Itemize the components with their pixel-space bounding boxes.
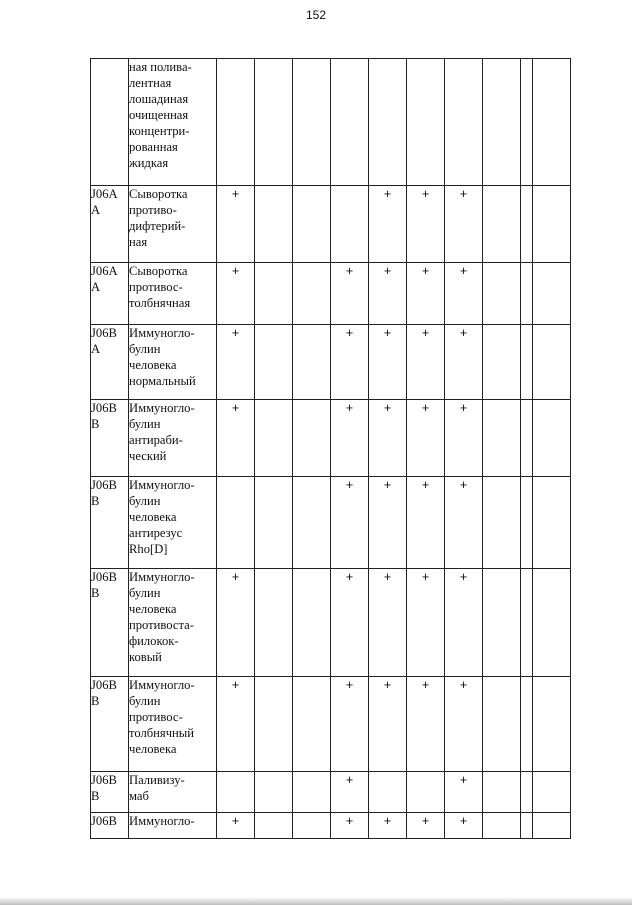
mark-cell <box>255 263 293 325</box>
mark-cell: + <box>445 677 483 772</box>
mark-cell <box>255 186 293 263</box>
drug-name-cell: Иммуногло- <box>129 813 217 839</box>
mark-cell <box>521 325 533 400</box>
mark-cell <box>407 59 445 186</box>
mark-cell <box>483 813 521 839</box>
mark-cell <box>293 569 331 677</box>
mark-cell: + <box>407 186 445 263</box>
page-number: 152 <box>305 8 327 22</box>
mark-cell: + <box>369 569 407 677</box>
mark-cell <box>255 59 293 186</box>
mark-cell: + <box>369 677 407 772</box>
mark-cell: + <box>217 677 255 772</box>
mark-cell <box>255 813 293 839</box>
mark-cell <box>331 59 369 186</box>
table-row <box>91 677 571 772</box>
atc-code-cell: J06B <box>91 813 129 839</box>
mark-cell <box>217 772 255 813</box>
drug-name-cell: ная полива- лентная лошадиная очищенная концентри- рованная жидкая <box>129 59 217 186</box>
atc-code-cell <box>91 59 129 186</box>
mark-cell: + <box>331 813 369 839</box>
mark-cell: + <box>407 477 445 569</box>
mark-cell <box>533 59 571 186</box>
mark-cell <box>293 59 331 186</box>
mark-cell <box>483 186 521 263</box>
mark-cell <box>521 569 533 677</box>
atc-code-cell: J06B B <box>91 477 129 569</box>
mark-cell: + <box>217 186 255 263</box>
mark-cell <box>533 186 571 263</box>
mark-cell <box>533 263 571 325</box>
mark-cell: + <box>331 569 369 677</box>
mark-cell <box>533 325 571 400</box>
drug-name-cell: Сыворотка противос- толбнячная <box>129 263 217 325</box>
mark-cell: + <box>445 400 483 477</box>
table-body <box>91 59 571 839</box>
mark-cell: + <box>407 400 445 477</box>
mark-cell <box>483 677 521 772</box>
atc-code-cell: J06A A <box>91 263 129 325</box>
mark-cell <box>521 677 533 772</box>
mark-cell <box>521 477 533 569</box>
mark-cell: + <box>369 263 407 325</box>
mark-cell: + <box>331 400 369 477</box>
mark-cell <box>483 772 521 813</box>
mark-cell <box>293 477 331 569</box>
mark-cell <box>533 677 571 772</box>
mark-cell <box>293 186 331 263</box>
mark-cell: + <box>217 263 255 325</box>
drug-name-cell: Иммуногло- булин человека противоста- филокок- ковый <box>129 569 217 677</box>
drug-name-cell: Иммуногло- булин человека антирезус Rho[D] <box>129 477 217 569</box>
mark-cell: + <box>217 569 255 677</box>
mark-cell <box>483 325 521 400</box>
mark-cell <box>533 400 571 477</box>
mark-cell: + <box>445 477 483 569</box>
mark-cell: + <box>407 263 445 325</box>
mark-cell <box>521 59 533 186</box>
mark-cell: + <box>445 569 483 677</box>
mark-cell: + <box>217 325 255 400</box>
mark-cell: + <box>407 677 445 772</box>
mark-cell: + <box>369 186 407 263</box>
drug-table <box>90 58 571 839</box>
mark-cell: + <box>369 813 407 839</box>
mark-cell <box>255 772 293 813</box>
mark-cell: + <box>217 400 255 477</box>
mark-cell <box>483 477 521 569</box>
mark-cell <box>255 477 293 569</box>
mark-cell: + <box>331 263 369 325</box>
mark-cell: + <box>331 477 369 569</box>
mark-cell <box>533 813 571 839</box>
mark-cell <box>293 400 331 477</box>
table-row <box>91 263 571 325</box>
table-row <box>91 59 571 186</box>
scan-edge <box>0 897 632 905</box>
mark-cell <box>293 813 331 839</box>
mark-cell <box>293 325 331 400</box>
mark-cell: + <box>407 325 445 400</box>
mark-cell: + <box>331 325 369 400</box>
mark-cell: + <box>445 263 483 325</box>
mark-cell: + <box>369 325 407 400</box>
table-row <box>91 400 571 477</box>
atc-code-cell: J06B B <box>91 569 129 677</box>
mark-cell <box>521 813 533 839</box>
atc-code-cell: J06B B <box>91 772 129 813</box>
mark-cell <box>293 772 331 813</box>
mark-cell: + <box>407 569 445 677</box>
mark-cell <box>483 59 521 186</box>
mark-cell <box>483 400 521 477</box>
mark-cell <box>293 263 331 325</box>
atc-code-cell: J06B B <box>91 677 129 772</box>
drug-name-cell: Иммуногло- булин человека нормальный <box>129 325 217 400</box>
mark-cell: + <box>369 400 407 477</box>
mark-cell <box>521 400 533 477</box>
mark-cell <box>217 477 255 569</box>
drug-name-cell: Паливизу- маб <box>129 772 217 813</box>
drug-name-cell: Иммуногло- булин антираби- ческий <box>129 400 217 477</box>
mark-cell: + <box>369 477 407 569</box>
drug-name-cell: Иммуногло- булин противос- толбнячный человека <box>129 677 217 772</box>
table-row <box>91 813 571 839</box>
mark-cell: + <box>331 677 369 772</box>
mark-cell <box>533 569 571 677</box>
mark-cell <box>521 186 533 263</box>
mark-cell <box>293 677 331 772</box>
table-row <box>91 569 571 677</box>
mark-cell <box>533 772 571 813</box>
drug-name-cell: Сыворотка противо- дифтерий- ная <box>129 186 217 263</box>
mark-cell: + <box>445 772 483 813</box>
table-row <box>91 772 571 813</box>
mark-cell <box>331 186 369 263</box>
mark-cell: + <box>445 813 483 839</box>
mark-cell <box>483 263 521 325</box>
mark-cell <box>533 477 571 569</box>
mark-cell <box>445 59 483 186</box>
mark-cell: + <box>445 186 483 263</box>
mark-cell <box>217 59 255 186</box>
mark-cell <box>369 772 407 813</box>
mark-cell <box>255 569 293 677</box>
atc-code-cell: J06B A <box>91 325 129 400</box>
mark-cell <box>369 59 407 186</box>
mark-cell <box>521 263 533 325</box>
atc-code-cell: J06A A <box>91 186 129 263</box>
table-row <box>91 325 571 400</box>
mark-cell <box>255 325 293 400</box>
mark-cell: + <box>217 813 255 839</box>
table-row <box>91 477 571 569</box>
table-row <box>91 186 571 263</box>
mark-cell: + <box>331 772 369 813</box>
mark-cell: + <box>445 325 483 400</box>
mark-cell <box>521 772 533 813</box>
mark-cell <box>407 772 445 813</box>
mark-cell: + <box>407 813 445 839</box>
atc-code-cell: J06B B <box>91 400 129 477</box>
mark-cell <box>255 677 293 772</box>
mark-cell <box>483 569 521 677</box>
mark-cell <box>255 400 293 477</box>
